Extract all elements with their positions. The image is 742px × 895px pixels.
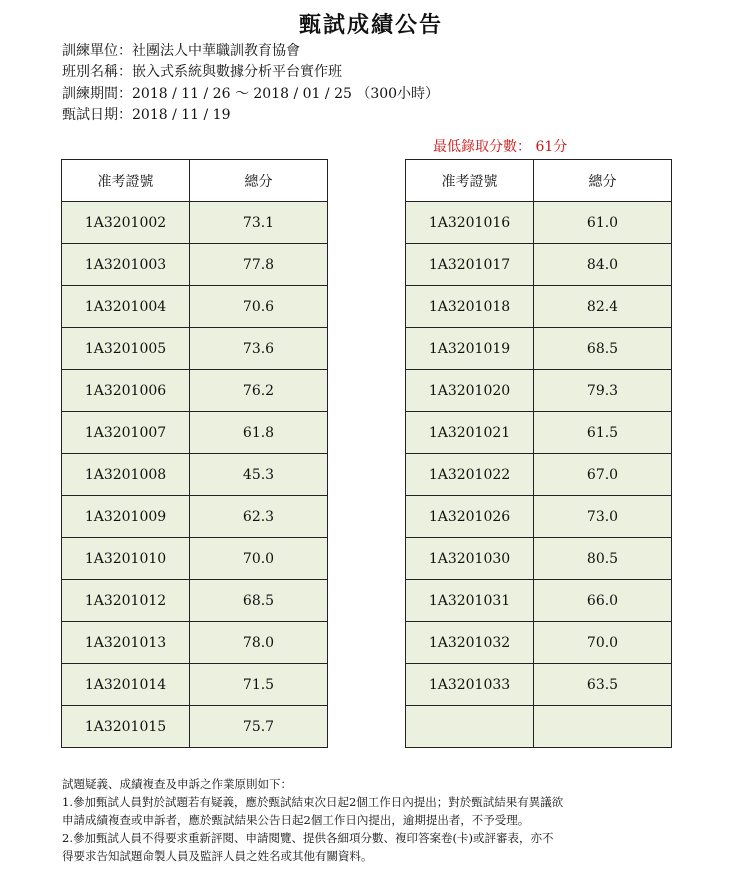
table-row [62,244,328,286]
exam-id-cell: 1A3201022 [406,454,534,496]
table-row [406,664,672,706]
table-row [62,664,328,706]
info-exam-date: 甄試日期：2018 / 11 / 19 [62,107,231,123]
table-header-row [62,160,328,202]
total-score-cell: 66.0 [534,580,672,622]
page-title: 甄試成績公告 [298,12,443,38]
exam-id-cell: 1A3201013 [62,622,190,664]
exam-id-cell: 1A3201010 [62,538,190,580]
table-row [406,706,672,748]
exam-id-cell: 1A3201012 [62,580,190,622]
table-row [406,538,672,580]
total-score-cell: 78.0 [190,622,328,664]
total-score-cell: 61.0 [534,202,672,244]
table-header-row [406,160,672,202]
table-row [62,496,328,538]
table-row [406,496,672,538]
minimum-score-notice: 最低錄取分數： 61分 [433,139,568,155]
total-score-cell: 70.0 [190,538,328,580]
table-row [406,580,672,622]
column-header-exam-id: 准考證號 [62,160,190,202]
total-score-cell: 68.5 [190,580,328,622]
table-row [62,370,328,412]
notes-section [62,775,563,865]
exam-id-cell: 1A3201016 [406,202,534,244]
total-score-cell: 73.6 [190,328,328,370]
exam-id-cell: 1A3201002 [62,202,190,244]
total-score-cell: 45.3 [190,454,328,496]
info-training-period: 訓練期間：2018 / 11 / 26 ～ 2018 / 01 / 25 （300小時） [62,86,440,102]
exam-id-cell: 1A3201008 [62,454,190,496]
column-header-total-score: 總分 [534,160,672,202]
total-score-cell: 61.8 [190,412,328,454]
table-row [406,412,672,454]
exam-id-cell: 1A3201015 [62,706,190,748]
total-score-cell [534,706,672,748]
notes-line: 得要求告知試題命製人員及監評人員之姓名或其他有關資料。 [62,849,373,863]
total-score-cell: 71.5 [190,664,328,706]
total-score-cell: 70.0 [534,622,672,664]
exam-id-cell: 1A3201031 [406,580,534,622]
table-row [62,622,328,664]
total-score-cell: 80.5 [534,538,672,580]
total-score-cell: 70.6 [190,286,328,328]
table-row [62,202,328,244]
total-score-cell: 61.5 [534,412,672,454]
table-row [62,580,328,622]
table-row [62,328,328,370]
notes-line: 2.參加甄試人員不得要求重新評閱、申請閱覽、提供各細項分數、複印答案卷(卡)或評審表，亦不 [62,831,554,845]
total-score-cell: 63.5 [534,664,672,706]
table-row [406,202,672,244]
exam-id-cell: 1A3201033 [406,664,534,706]
total-score-cell: 76.2 [190,370,328,412]
exam-id-cell: 1A3201009 [62,496,190,538]
exam-id-cell: 1A3201014 [62,664,190,706]
exam-id-cell: 1A3201026 [406,496,534,538]
exam-id-cell: 1A3201004 [62,286,190,328]
total-score-cell: 73.1 [190,202,328,244]
scores-table-left [61,159,328,748]
table-row [406,454,672,496]
total-score-cell: 75.7 [190,706,328,748]
info-class-name: 班別名稱：嵌入式系統與數據分析平台實作班 [62,64,342,80]
exam-id-cell: 1A3201021 [406,412,534,454]
table-row [406,328,672,370]
total-score-cell: 82.4 [534,286,672,328]
exam-id-cell: 1A3201030 [406,538,534,580]
table-row [406,286,672,328]
total-score-cell: 68.5 [534,328,672,370]
column-header-total-score: 總分 [190,160,328,202]
total-score-cell: 77.8 [190,244,328,286]
exam-id-cell: 1A3201003 [62,244,190,286]
column-header-exam-id: 准考證號 [406,160,534,202]
exam-id-cell: 1A3201006 [62,370,190,412]
exam-id-cell: 1A3201005 [62,328,190,370]
total-score-cell: 79.3 [534,370,672,412]
exam-id-cell: 1A3201017 [406,244,534,286]
table-row [62,454,328,496]
total-score-cell: 84.0 [534,244,672,286]
total-score-cell: 73.0 [534,496,672,538]
info-training-unit: 訓練單位：社團法人中華職訓教育協會 [62,43,300,59]
exam-id-cell: 1A3201019 [406,328,534,370]
table-row [62,706,328,748]
exam-id-cell: 1A3201007 [62,412,190,454]
table-row [62,286,328,328]
total-score-cell: 62.3 [190,496,328,538]
exam-id-cell: 1A3201032 [406,622,534,664]
total-score-cell: 67.0 [534,454,672,496]
table-row [406,370,672,412]
notes-line: 1.參加甄試人員對於試題若有疑義，應於甄試結束次日起2個工作日內提出；對於甄試結果有異議欲 [62,795,564,809]
exam-id-cell [406,706,534,748]
notes-heading: 試題疑義、成績複查及申訴之作業原則如下： [62,777,292,791]
exam-id-cell: 1A3201020 [406,370,534,412]
table-row [406,244,672,286]
notes-line: 申請成績複查或申訴者，應於甄試結果公告日起2個工作日內提出，逾期提出者，不予受理。 [62,813,530,827]
table-row [62,412,328,454]
exam-id-cell: 1A3201018 [406,286,534,328]
scores-table-right [405,159,672,748]
table-row [406,622,672,664]
table-row [62,538,328,580]
